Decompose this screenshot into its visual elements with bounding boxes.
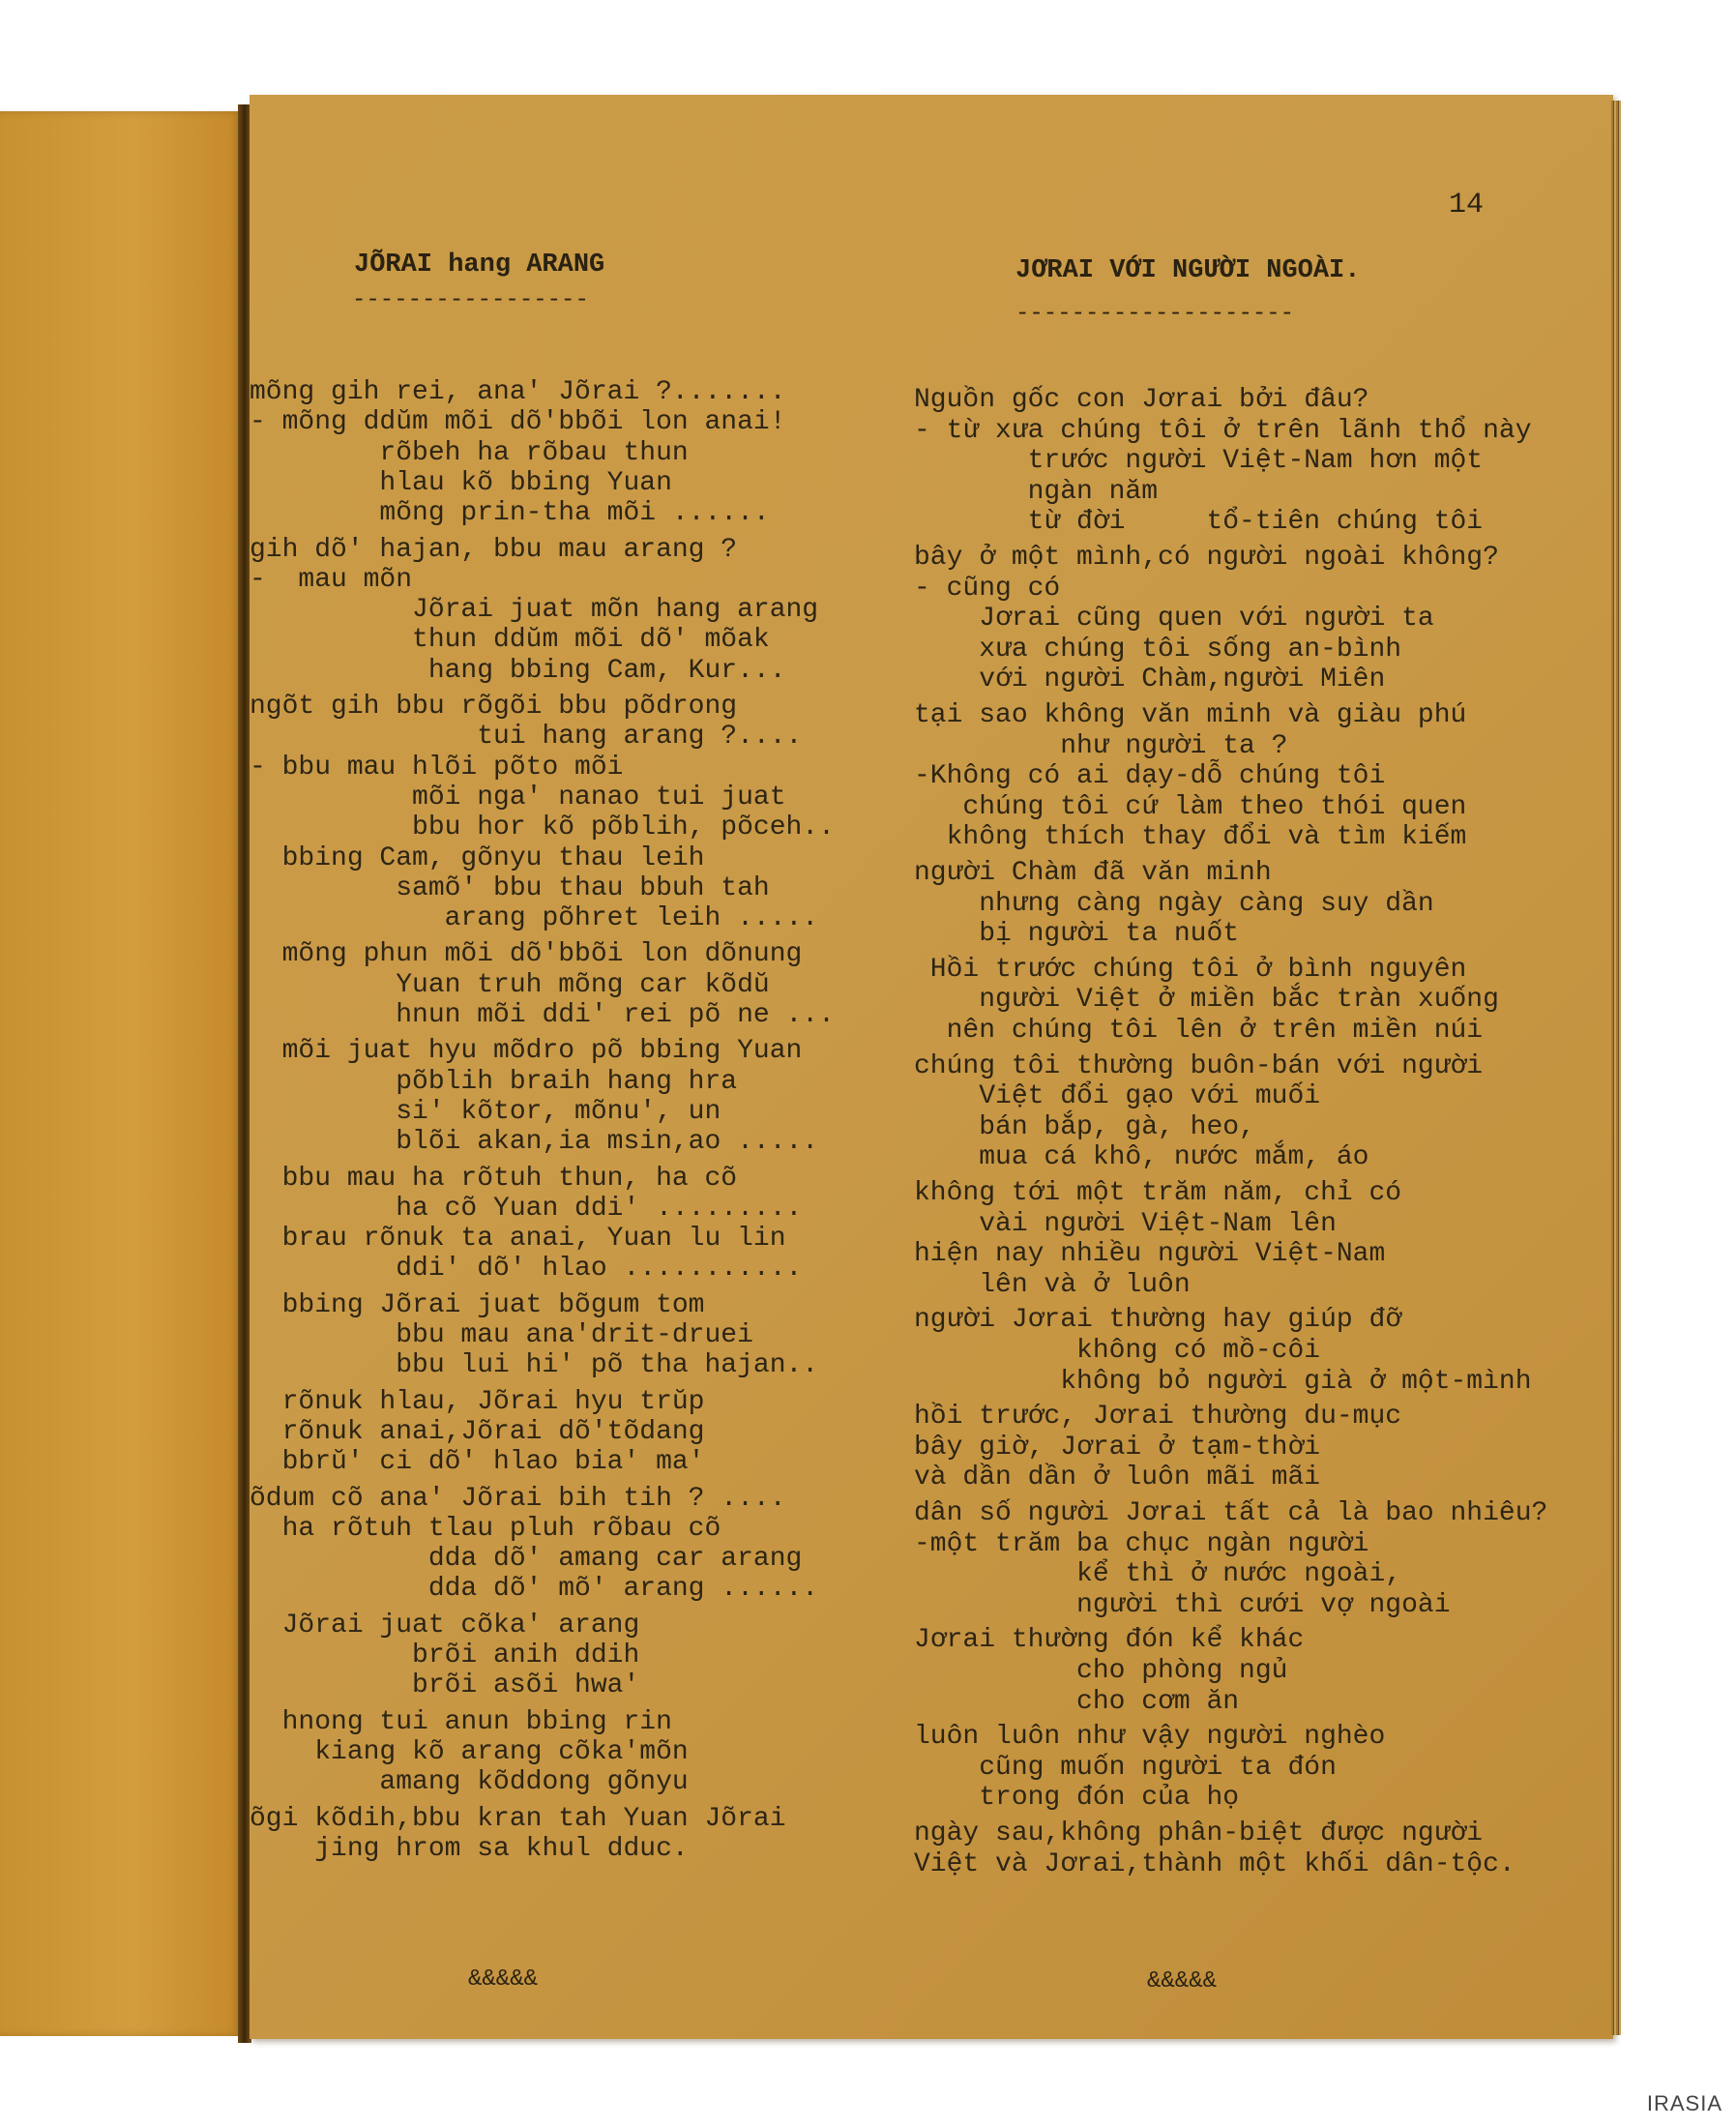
jorai-text-line: õgi kõdih,bbu kran tah Yuan Jõrai <box>250 1803 786 1834</box>
jorai-text-line: brõi asõi hwa' <box>250 1670 640 1701</box>
vietnamese-text-line: bị người ta nuốt <box>914 919 1240 950</box>
jorai-text-line: hnun mõi ddi' rei põ ne ... <box>250 1000 835 1030</box>
vietnamese-text-line: cho phòng ngủ <box>914 1656 1288 1686</box>
vietnamese-text-line: Hồi trước chúng tôi ở bình nguyên <box>914 954 1467 985</box>
vietnamese-text-line: luôn luôn như vậy người nghèo <box>914 1722 1386 1753</box>
jorai-text-line: rõnuk anai,Jõrai dõ'tõdang <box>250 1416 705 1447</box>
vietnamese-text-line: với người Chàm,người Miên <box>914 665 1386 695</box>
jorai-text-line: mõng prin-tha mõi ...... <box>250 498 770 529</box>
vietnamese-text-line: bây giờ, Jơrai ở tạm-thời <box>914 1432 1321 1463</box>
jorai-text-line: Yuan truh mõng car kõdŭ <box>250 969 770 1000</box>
vietnamese-text-line: kể thì ở nước ngoài, <box>914 1559 1402 1590</box>
vietnamese-text-line: vài người Việt-Nam lên <box>914 1208 1337 1239</box>
left-heading: JÕRAI hang ARANG <box>354 251 605 280</box>
vietnamese-text-line: - từ xưa chúng tôi ở trên lãnh thổ này <box>914 415 1532 446</box>
jorai-text-line: arang põhret leih ..... <box>250 903 819 934</box>
jorai-text-line: hang bbing Cam, Kur... <box>250 655 786 686</box>
jorai-text-line: Jõrai juat mõn hang arang <box>250 595 819 626</box>
jorai-text-line: õdum cõ ana' Jõrai bih tih ? .... <box>250 1483 786 1514</box>
jorai-text-line: bbing Cam, gõnyu thau leih <box>250 842 705 873</box>
jorai-text-line: mõng gih rei, ana' Jõrai ?....... <box>250 377 786 407</box>
jorai-text-line: dda dõ' mõ' arang ...... <box>250 1574 819 1605</box>
jorai-text-line: bbu lui hi' põ tha hajan.. <box>250 1350 819 1381</box>
jorai-text-line: ddi' dõ' hlao ........... <box>250 1254 803 1285</box>
jorai-text-line: - mau mõn <box>250 564 413 595</box>
vietnamese-text-line: chúng tôi thường buôn-bán với người <box>914 1050 1484 1081</box>
left-page <box>0 111 242 2036</box>
vietnamese-text-line: - cũng có <box>914 573 1061 604</box>
vietnamese-text-line: trong đón của họ <box>914 1783 1240 1814</box>
vietnamese-text-line: không có mồ-côi <box>914 1336 1321 1366</box>
vietnamese-text-line: người Việt ở miền bắc tràn xuống <box>914 985 1499 1016</box>
jorai-text-line: si' kõtor, mõnu', un <box>250 1096 721 1127</box>
vietnamese-text-line: Jơrai cũng quen với người ta <box>914 604 1434 635</box>
vietnamese-text-line: nhưng càng ngày càng suy dần <box>914 888 1434 919</box>
jorai-text-line: mõi juat hyu mõdro põ bbing Yuan <box>250 1036 803 1067</box>
jorai-text-line: mõng phun mõi dõ'bbõi lon dõnung <box>250 939 803 970</box>
jorai-text-line: gih dõ' hajan, bbu mau arang ? <box>250 534 738 565</box>
vietnamese-text-line: không bỏ người già ở một-mình <box>914 1366 1532 1397</box>
jorai-text-line: põblih braih hang hra <box>250 1066 738 1097</box>
jorai-text-line: ha cõ Yuan ddi' ......... <box>250 1193 803 1224</box>
jorai-text-line: bbu hor kõ põblih, põceh.. <box>250 813 835 843</box>
vietnamese-text-line: hồi trước, Jơrai thường du-mục <box>914 1402 1402 1433</box>
vietnamese-text-line: bán bắp, gà, heo, <box>914 1111 1255 1142</box>
jorai-text-line: rõbeh ha rõbau thun <box>250 437 689 468</box>
jorai-text-line: - bbu mau hlõi põto mõi <box>250 752 624 783</box>
jorai-text-line: jing hrom sa khul dduc. <box>250 1833 689 1864</box>
vietnamese-text-line: không thích thay đổi và tìm kiếm <box>914 822 1467 853</box>
vietnamese-text-line: không tới một trăm năm, chỉ có <box>914 1178 1402 1208</box>
jorai-text-line: kiang kõ arang cõka'mõn <box>250 1736 689 1767</box>
vietnamese-text-line: trước người Việt-Nam hơn một <box>914 446 1484 477</box>
left-end-mark: &&&&& <box>468 1966 539 1993</box>
vietnamese-text-line: Jơrai thường đón kể khác <box>914 1625 1305 1656</box>
jorai-text-line: ngõt gih bbu rõgõi bbu põdrong <box>250 692 738 722</box>
jorai-text-line: bbu mau ha rõtuh thun, ha cõ <box>250 1163 738 1194</box>
vietnamese-text-line: như người ta ? <box>914 730 1288 761</box>
jorai-text-line: Jõrai juat cõka' arang <box>250 1610 640 1640</box>
vietnamese-text-line: dân số người Jơrai tất cả là bao nhiêu? <box>914 1498 1548 1528</box>
vietnamese-text-line: bây ở một mình,có người ngoài không? <box>914 543 1499 573</box>
vietnamese-text-line: Việt và Jơrai,thành một khối dân-tộc. <box>914 1848 1515 1879</box>
jorai-text-line: amang kõddong gõnyu <box>250 1767 689 1798</box>
jorai-text-line: tui hang arang ?.... <box>250 722 803 753</box>
vietnamese-text-line: lên và ở luôn <box>914 1269 1191 1300</box>
page-number: 14 <box>1449 189 1485 222</box>
vietnamese-text-line: người Jơrai thường hay giúp đỡ <box>914 1305 1402 1336</box>
jorai-text-column <box>250 377 888 1964</box>
jorai-text-line: mõi nga' nanao tui juat <box>250 782 786 813</box>
vietnamese-text-line: ngàn năm <box>914 476 1159 507</box>
jorai-text-line: thun ddŭm mõi dõ' mõak <box>250 625 770 656</box>
jorai-text-line: brõi anih ddih <box>250 1640 640 1670</box>
jorai-text-line: hlau kõ bbing Yuan <box>250 467 672 498</box>
vietnamese-text-line: ngày sau,không phân-biệt được người <box>914 1818 1484 1848</box>
jorai-text-line: ha rõtuh tlau pluh rõbau cõ <box>250 1513 721 1544</box>
vietnamese-text-line: cũng muốn người ta đón <box>914 1752 1337 1783</box>
jorai-text-line: dda dõ' amang car arang <box>250 1544 803 1575</box>
jorai-text-line: hnong tui anun bbing rin <box>250 1706 672 1737</box>
jorai-text-line: bbu mau ana'drit-druei <box>250 1320 753 1350</box>
vietnamese-text-line: người Chàm đã văn minh <box>914 858 1272 888</box>
jorai-text-line: brau rõnuk ta anai, Yuan lu lin <box>250 1224 786 1255</box>
watermark: IRASIA <box>1646 2091 1722 2115</box>
vietnamese-text-line: tại sao không văn minh và giàu phú <box>914 700 1467 730</box>
vietnamese-text-line: Việt đổi gạo với muối <box>914 1081 1321 1112</box>
jorai-text-line: blõi akan,ia msin,ao ..... <box>250 1127 819 1158</box>
jorai-text-line: - mõng ddŭm mõi dõ'bbõi lon anai! <box>250 407 786 438</box>
jorai-text-line: rõnuk hlau, Jõrai hyu trŭp <box>250 1386 705 1417</box>
vietnamese-text-line: mua cá khô, nước mắm, áo <box>914 1142 1369 1173</box>
vietnamese-text-line: từ đời tổ-tiên chúng tôi <box>914 507 1484 538</box>
jorai-text-line: samõ' bbu thau bbuh tah <box>250 872 770 903</box>
vietnamese-text-line: -một trăm ba chục ngàn người <box>914 1528 1369 1559</box>
jorai-text-line: bbing Jõrai juat bõgum tom <box>250 1289 705 1320</box>
vietnamese-text-line: nên chúng tôi lên ở trên miền núi <box>914 1016 1484 1046</box>
vietnamese-text-column <box>914 385 1610 1971</box>
right-heading-underline: -------------------- <box>1015 301 1295 327</box>
vietnamese-text-line: hiện nay nhiều người Việt-Nam <box>914 1239 1386 1270</box>
vietnamese-text-line: người thì cưới vợ ngoài <box>914 1589 1451 1620</box>
jorai-text-line: bbrŭ' ci dõ' hlao bia' ma' <box>250 1447 705 1478</box>
vietnamese-text-line: Nguồn gốc con Jơrai bởi đâu? <box>914 385 1369 415</box>
vietnamese-text-line: và dần dần ở luôn mãi mãi <box>914 1463 1321 1493</box>
page-edges <box>1611 101 1621 2035</box>
right-heading: JƠRAI VỚI NGƯỜI NGOÀI. <box>1015 256 1361 285</box>
right-end-mark: &&&&& <box>1147 1968 1218 1995</box>
vietnamese-text-line: cho cơm ăn <box>914 1686 1240 1717</box>
left-heading-underline: ----------------- <box>352 287 589 313</box>
vietnamese-text-line: xưa chúng tôi sống an-bình <box>914 634 1402 665</box>
vietnamese-text-line: -Không có ai dạy-dỗ chúng tôi <box>914 761 1386 792</box>
vietnamese-text-line: chúng tôi cứ làm theo thói quen <box>914 791 1467 822</box>
